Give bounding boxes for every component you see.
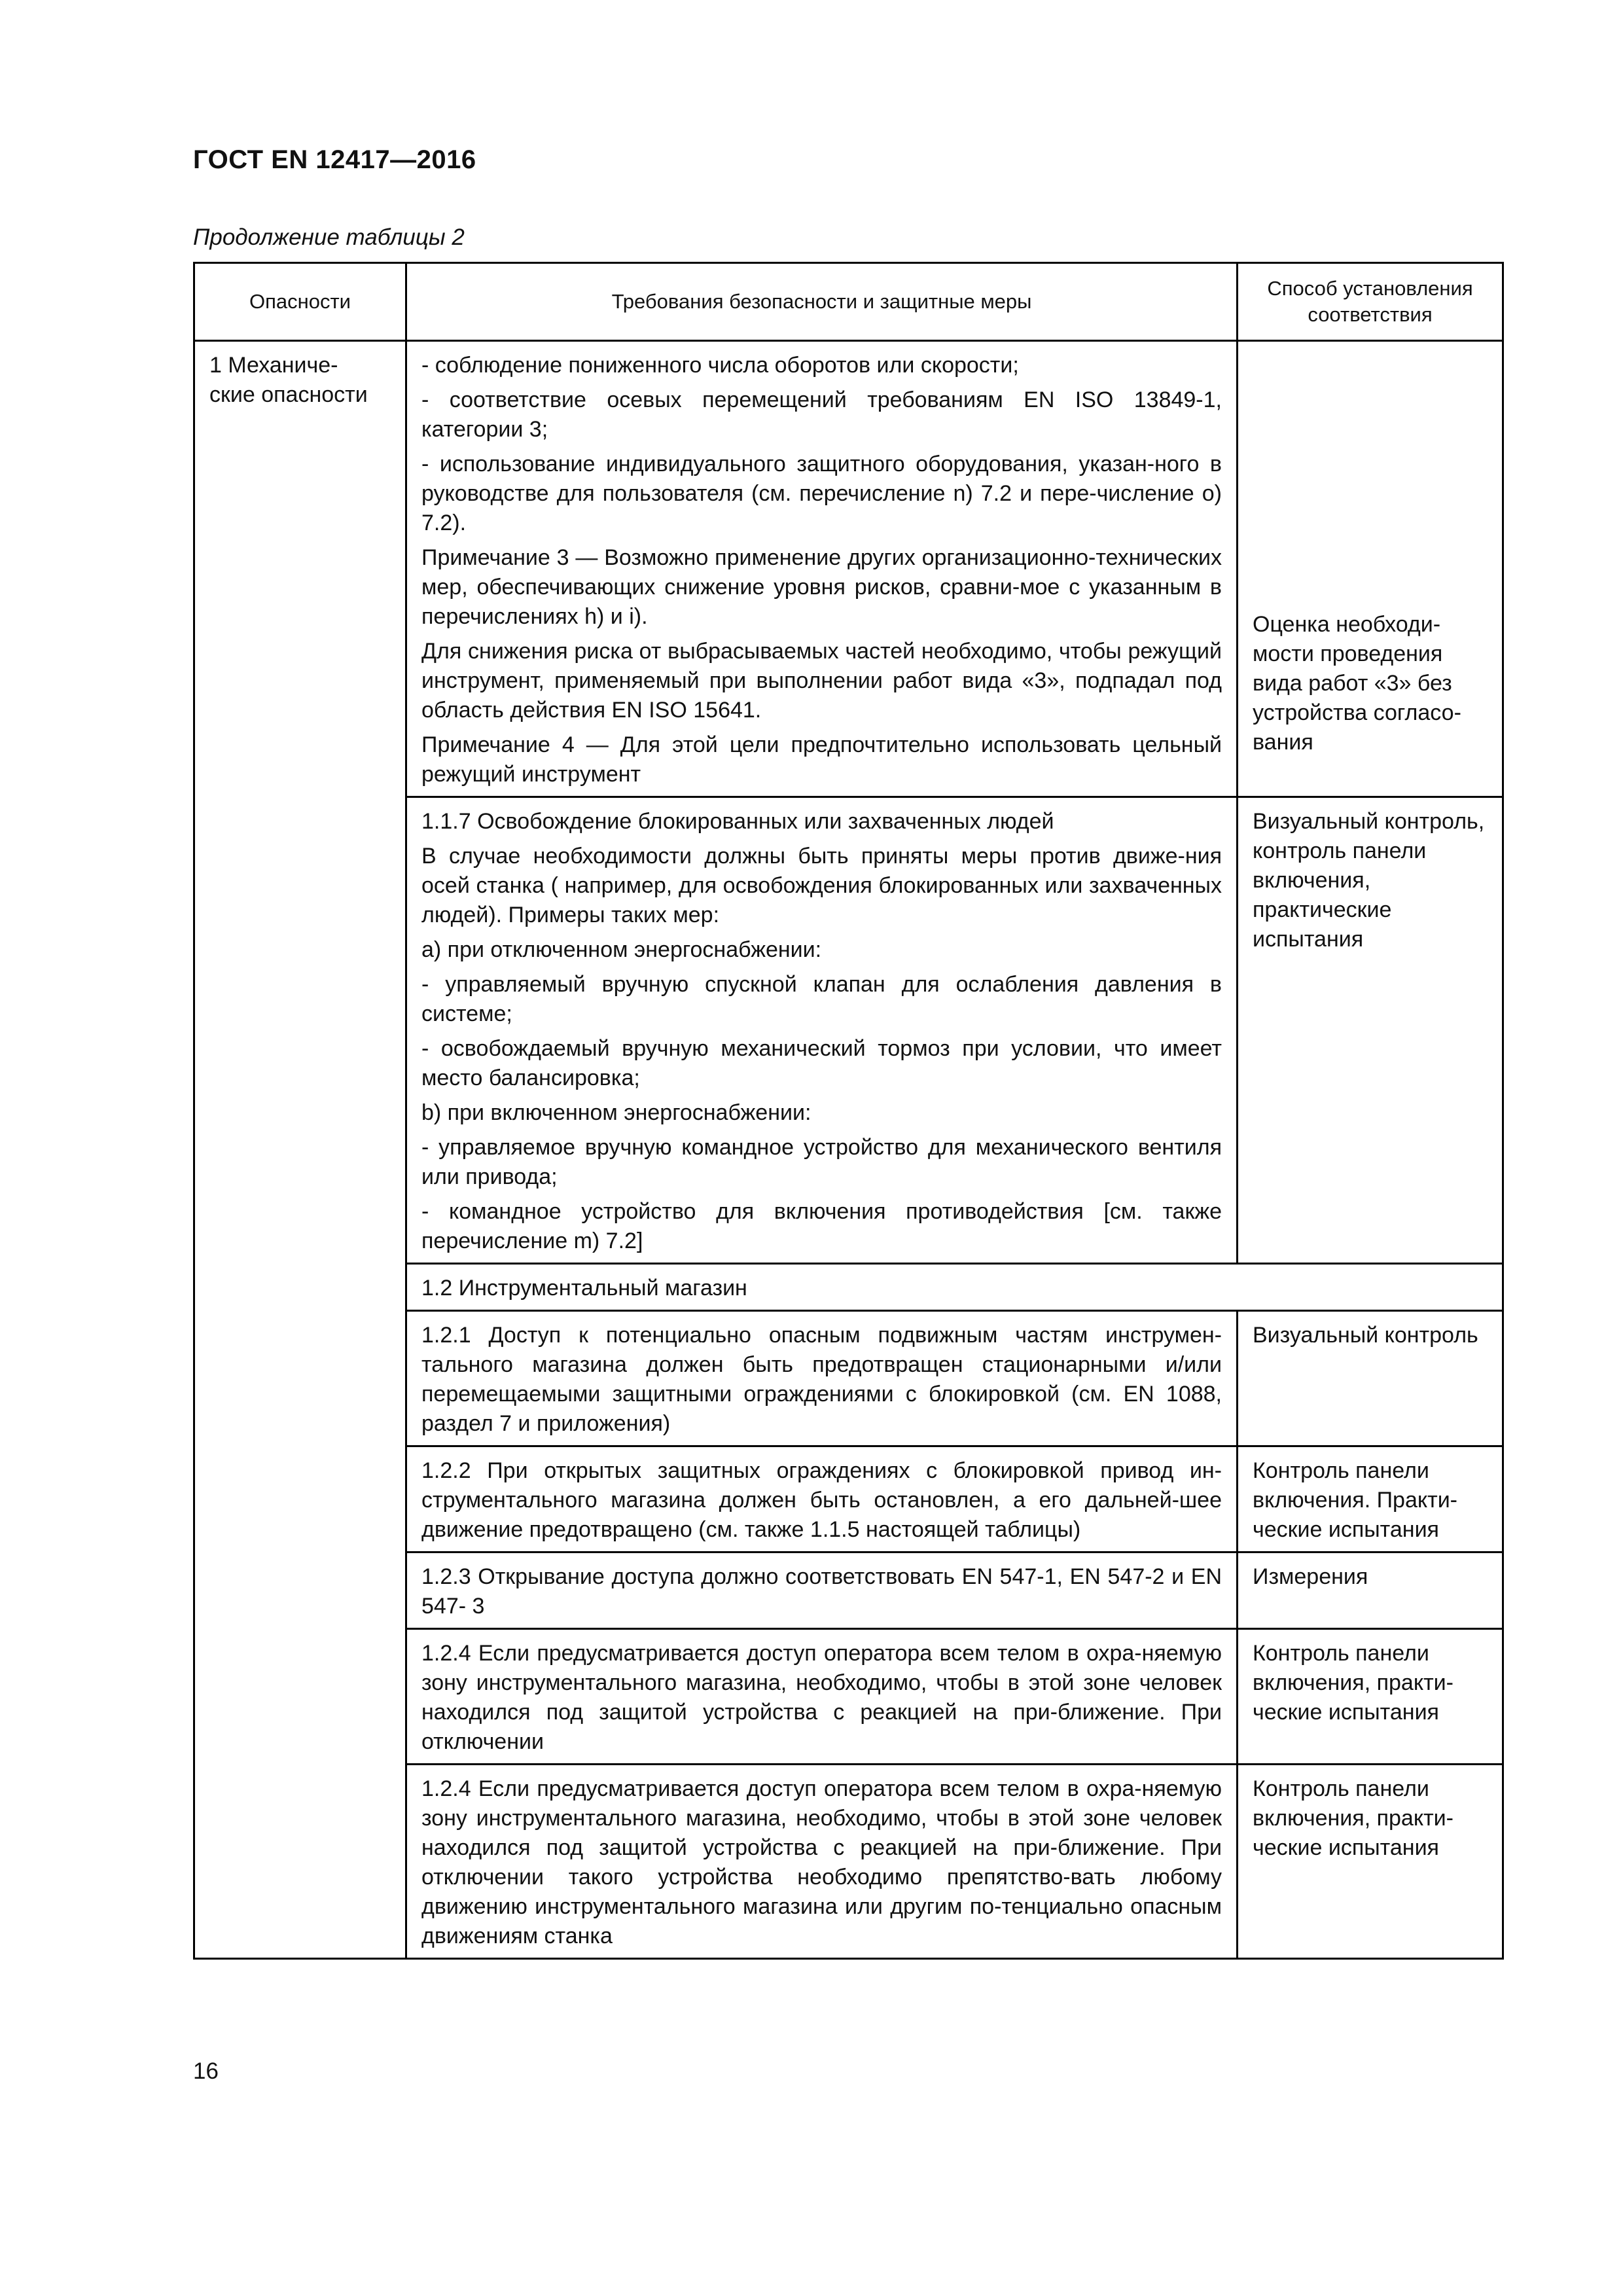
requirement-paragraph: - освобождаемый вручную механический тормоз при условии, что имеет место балансировка; (421, 1036, 1222, 1090)
column-header-hazards: Опасности (194, 263, 406, 341)
hazard-cell: 1 Механиче- ские опасности (194, 341, 406, 1959)
page-number: 16 (193, 2058, 219, 2084)
requirement-paragraph: - управляемое вручную командное устройство для механического вентиля или привода; (421, 1135, 1222, 1189)
requirements-cell (406, 797, 1238, 1264)
requirements-cell (406, 341, 1238, 797)
requirements-cell (406, 1765, 1238, 1959)
verification-cell: Визуальный контроль (1238, 1311, 1503, 1446)
requirement-paragraph: 1.1.7 Освобождение блокированных или захваченных людей (421, 809, 1054, 834)
verification-cell: Контроль панели включения, практи-ческие испытания (1238, 1629, 1503, 1765)
requirement-paragraph: - использование индивидуального защитного оборудования, указан-ного в руководстве для пользователя (см. перечисление n) 7.2 и пере-числение o) 7.2). (421, 452, 1222, 535)
requirement-paragraph: 1.2.4 Если предусматривается доступ оператора всем телом в охра-няемую зону инструментального магазина, необходимо, чтобы в этой зоне человек находился под защитой устройства с реакцией на при-ближение. При отключении (421, 1641, 1222, 1754)
requirements-cell (406, 1629, 1238, 1765)
column-header-requirements: Требования безопасности и защитные меры (406, 263, 1238, 341)
verification-cell: Визуальный контроль, контроль панели включения, практические испытания (1238, 797, 1503, 1264)
requirement-paragraph: - командное устройство для включения противодействия [см. также перечисление m) 7.2] (421, 1199, 1222, 1253)
requirements-cell (406, 1552, 1238, 1629)
table-header-row (194, 263, 1503, 341)
verification-cell: Контроль панели включения. Практи-ческие испытания (1238, 1446, 1503, 1552)
requirement-paragraph: Для снижения риска от выбрасываемых частей необходимо, чтобы режущий инструмент, применяемый при выполнении работ вида «3», подпадал под область действия EN ISO 15641. (421, 639, 1222, 723)
document-code: ГОСТ EN 12417—2016 (193, 145, 476, 174)
requirements-cell (406, 1446, 1238, 1552)
requirement-paragraph: - соответствие осевых перемещений требованиям EN ISO 13849-1, категории 3; (421, 387, 1222, 442)
requirement-paragraph: a) при отключенном энергоснабжении: (421, 937, 822, 962)
column-header-verification: Способ установления соответствия (1238, 263, 1503, 341)
table-row (194, 341, 1503, 797)
requirement-paragraph: - соблюдение пониженного числа оборотов или скорости; (421, 353, 1019, 378)
requirement-paragraph: b) при включенном энергоснабжении: (421, 1100, 812, 1125)
note-paragraph: Примечание 4 — Для этой цели предпочтительно использовать цельный режущий инструмент (421, 732, 1222, 787)
requirement-paragraph: 1.2.1 Доступ к потенциально опасным подвижным частям инструмен-тального магазина должен быть предотвращен стационарными и/или перемещаемыми защитными ограждениями с блокировкой (см. EN 1088, раздел 7 и приложения) (421, 1323, 1222, 1436)
requirement-paragraph: 1.2.4 Если предусматривается доступ оператора всем телом в охра-няемую зону инструментального магазина, необходимо, чтобы в этой зоне человек находился под защитой устройства с реакцией на при-ближение. При отключении такого устройства необходимо препятство-вать любому движению инструментального магазина или другим по-тенциально опасным движениям станка (421, 1776, 1222, 1948)
requirements-cell (406, 1311, 1238, 1446)
section-heading-cell: 1.2 Инструментальный магазин (406, 1264, 1503, 1311)
requirement-paragraph: 1.2.2 При открытых защитных ограждениях с блокировкой привод ин-струментального магазина должен быть остановлен, а его дальней-шее движение предотвращено (см. также 1.1.5 настоящей таблицы) (421, 1458, 1222, 1542)
verification-cell: Контроль панели включения, практи-ческие испытания (1238, 1765, 1503, 1959)
verification-cell: Оценка необходи-мости проведения вида работ «3» без устройства согласо-вания (1238, 341, 1503, 797)
requirements-table (193, 262, 1504, 1960)
requirement-paragraph: В случае необходимости должны быть приняты меры против движе-ния осей станка ( например, для освобождения блокированных или захваченных людей). Примеры таких мер: (421, 844, 1222, 927)
requirement-paragraph: - управляемый вручную спускной клапан для ослабления давления в системе; (421, 972, 1222, 1026)
note-paragraph: Примечание 3 — Возможно применение других организационно-технических мер, обеспечивающих снижение уровня рисков, сравни-мое с указанным в перечислениях h) и i). (421, 545, 1222, 629)
table-caption: Продолжение таблицы 2 (193, 224, 465, 250)
requirement-paragraph: 1.2.3 Открывание доступа должно соответствовать EN 547-1, EN 547-2 и EN 547- 3 (421, 1564, 1222, 1619)
verification-cell: Измерения (1238, 1552, 1503, 1629)
